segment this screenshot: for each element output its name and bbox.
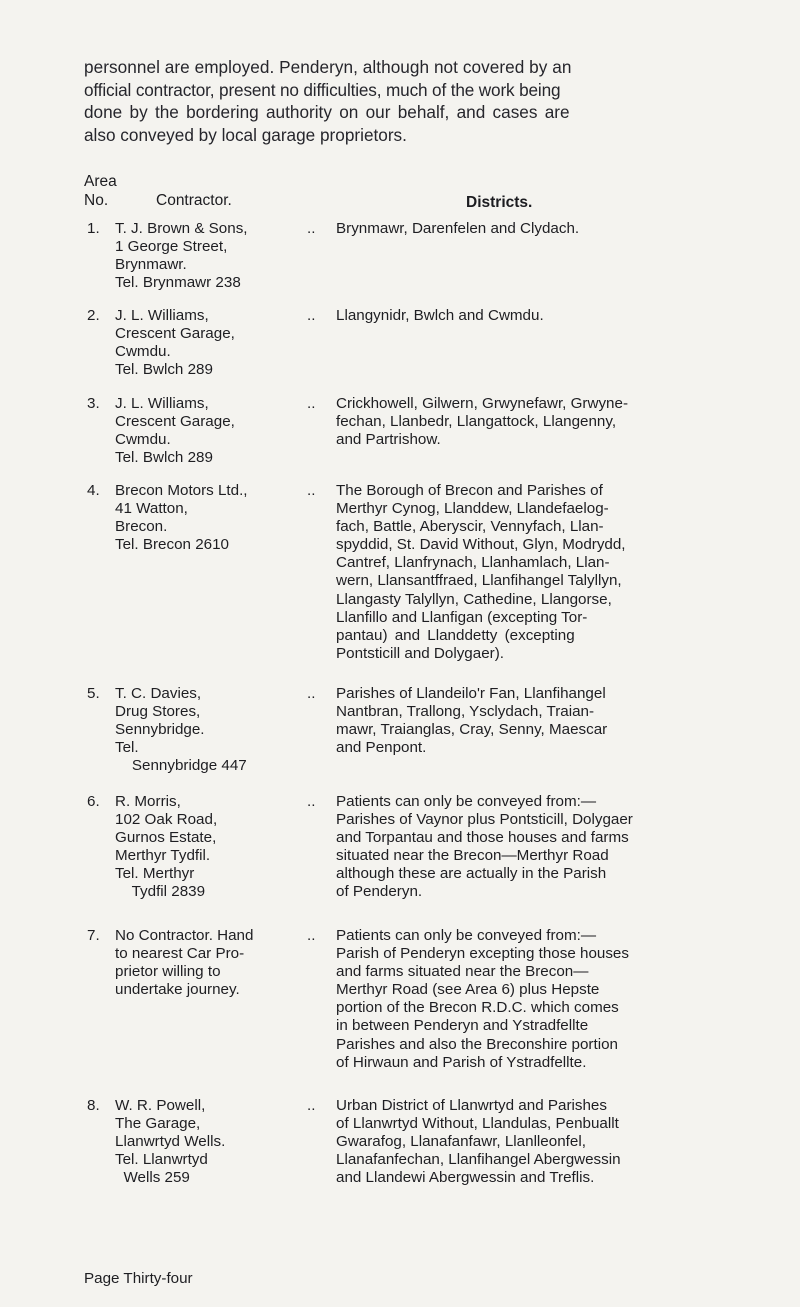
districts-cell	[336, 685, 776, 757]
leader-dots: ..	[307, 1097, 316, 1114]
districts-line: Gwarafog, Llanafanfawr, Llanlleonfel,	[336, 1133, 586, 1151]
districts-line: situated near the Brecon—Merthyr Road	[336, 847, 609, 865]
districts-line: Cantref, Llanfrynach, Llanhamlach, Llan-	[336, 554, 610, 572]
districts-line: Merthyr Road (see Area 6) plus Hepste	[336, 981, 600, 999]
districts-line: although these are actually in the Parish	[336, 865, 607, 883]
districts-line: fechan, Llanbedr, Llangattock, Llangenny,	[336, 413, 617, 431]
districts-line: Patients can only be conveyed from:—	[336, 793, 597, 810]
districts-line: Crickhowell, Gilwern, Grwynefawr, Grwyne-	[336, 395, 629, 412]
intro-line: personnel are employed. Penderyn, although not covered by an	[84, 57, 572, 77]
contractor-cell	[115, 1097, 300, 1187]
contractor-line: Tel. Llanwrtyd	[115, 1151, 208, 1169]
districts-line: and Llandewi Abergwessin and Treflis.	[336, 1169, 595, 1187]
districts-line: Patients can only be conveyed from:—	[336, 927, 597, 944]
contractor-line: undertake journey.	[115, 981, 240, 999]
intro-line: also conveyed by local garage proprietors.	[84, 124, 407, 145]
intro-paragraph	[84, 56, 764, 146]
contractor-line: Cwmdu.	[115, 343, 171, 361]
area-number: 5.	[87, 685, 100, 702]
districts-line: and Torpantau and those houses and farms	[336, 829, 629, 847]
header-area: Area	[84, 173, 117, 190]
contractor-line: T. J. Brown & Sons,	[115, 220, 248, 237]
contractor-line: J. L. Williams,	[115, 395, 209, 412]
districts-line: Llangasty Talyllyn, Cathedine, Llangorse,	[336, 590, 612, 608]
districts-line: Llangynidr, Bwlch and Cwmdu.	[336, 307, 544, 324]
districts-line: pantau) and Llanddetty (excepting	[336, 626, 575, 644]
contractor-line: Brecon Motors Ltd.,	[115, 482, 248, 499]
header-contractor: Contractor.	[156, 192, 232, 209]
districts-line: The Borough of Brecon and Parishes of	[336, 482, 603, 499]
contractor-line: Cwmdu.	[115, 431, 171, 449]
contractor-line: Crescent Garage,	[115, 413, 235, 431]
districts-line: Merthyr Cynog, Llanddew, Llandefaelog-	[336, 500, 609, 518]
districts-line: wern, Llansantffraed, Llanfihangel Talyllyn,	[336, 572, 622, 590]
contractor-line: prietor willing to	[115, 963, 221, 981]
page-footer: Page Thirty-four	[84, 1270, 193, 1287]
districts-line: and Partrishow.	[336, 431, 441, 449]
districts-line: Llanafanfechan, Llanfihangel Abergwessin	[336, 1151, 621, 1169]
leader-dots: ..	[307, 685, 316, 702]
contractor-line: R. Morris,	[115, 793, 181, 810]
area-number: 8.	[87, 1097, 100, 1114]
contractor-line: Tel. Merthyr	[115, 865, 195, 883]
districts-line: in between Penderyn and Ystradfellte	[336, 1017, 589, 1035]
area-number: 4.	[87, 482, 100, 499]
districts-line: Pontsticill and Dolygaer).	[336, 644, 504, 662]
contractor-line: Wells 259	[115, 1169, 190, 1187]
districts-line: Brynmawr, Darenfelen and Clydach.	[336, 220, 580, 237]
contractor-line: W. R. Powell,	[115, 1097, 206, 1114]
districts-line: and farms situated near the Brecon—	[336, 963, 589, 981]
contractor-line: 41 Watton,	[115, 500, 188, 518]
districts-line: of Llanwrtyd Without, Llandulas, Penbuallt	[336, 1115, 619, 1133]
intro-line: done by the bordering authority on our behalf, and cases are	[84, 102, 570, 122]
contractor-line: Tel.	[115, 739, 139, 757]
districts-line: portion of the Brecon R.D.C. which comes	[336, 999, 619, 1017]
contractor-line: J. L. Williams,	[115, 307, 209, 324]
intro-line: official contractor, present no difficulties, much of the work being	[84, 79, 561, 100]
leader-dots: ..	[307, 307, 316, 324]
leader-dots: ..	[307, 395, 316, 412]
area-number: 1.	[87, 220, 100, 237]
contractor-line: Sennybridge.	[115, 721, 205, 739]
districts-cell	[336, 927, 776, 1072]
contractor-line: Tel. Bwlch 289	[115, 449, 213, 467]
contractor-line: Drug Stores,	[115, 703, 201, 721]
header-no: No.	[84, 192, 109, 209]
contractor-cell	[115, 307, 300, 379]
districts-line: Parishes of Llandeilo'r Fan, Llanfihangel	[336, 685, 606, 702]
contractor-line: No Contractor. Hand	[115, 927, 254, 944]
districts-cell	[336, 1097, 776, 1187]
districts-line: Nantbran, Trallong, Ysclydach, Traian-	[336, 703, 595, 721]
districts-line: Urban District of Llanwrtyd and Parishes	[336, 1097, 607, 1114]
header-districts: Districts.	[466, 194, 533, 211]
contractor-line: Brynmawr.	[115, 256, 187, 274]
contractor-cell	[115, 793, 300, 902]
districts-cell	[336, 482, 776, 663]
contractor-line: 1 George Street,	[115, 238, 228, 256]
districts-line: Parish of Penderyn excepting those houses	[336, 945, 629, 963]
contractor-line: Tel. Brecon 2610	[115, 536, 229, 554]
contractor-cell	[115, 220, 300, 292]
contractor-cell	[115, 395, 300, 467]
contractor-line: 102 Oak Road,	[115, 811, 218, 829]
leader-dots: ..	[307, 482, 316, 499]
contractor-line: Sennybridge 447	[115, 757, 247, 775]
districts-cell	[336, 395, 776, 449]
districts-line: and Penpont.	[336, 739, 427, 757]
contractor-line: Tel. Bwlch 289	[115, 361, 213, 379]
area-number: 6.	[87, 793, 100, 810]
districts-line: Parishes and also the Breconshire portion	[336, 1035, 618, 1053]
leader-dots: ..	[307, 220, 316, 237]
contractor-line: Merthyr Tydfil.	[115, 847, 211, 865]
contractor-cell	[115, 685, 300, 775]
districts-cell	[336, 220, 776, 238]
area-number: 3.	[87, 395, 100, 412]
districts-line: Llanfillo and Llanfigan (excepting Tor-	[336, 608, 588, 626]
districts-cell	[336, 793, 776, 902]
contractor-line: to nearest Car Pro-	[115, 945, 245, 963]
contractor-line: Llanwrtyd Wells.	[115, 1133, 226, 1151]
contractor-line: The Garage,	[115, 1115, 201, 1133]
districts-line: Parishes of Vaynor plus Pontsticill, Dolygaer	[336, 811, 633, 829]
contractor-line: Tel. Brynmawr 238	[115, 274, 241, 292]
area-number: 7.	[87, 927, 100, 944]
contractor-line: Crescent Garage,	[115, 325, 235, 343]
contractor-line: Tydfil 2839	[115, 883, 206, 901]
districts-cell	[336, 307, 776, 325]
contractor-line: T. C. Davies,	[115, 685, 202, 702]
districts-line: of Penderyn.	[336, 883, 423, 901]
leader-dots: ..	[307, 793, 316, 810]
leader-dots: ..	[307, 927, 316, 944]
contractor-cell	[115, 482, 300, 554]
districts-line: mawr, Traianglas, Cray, Senny, Maescar	[336, 721, 608, 739]
contractor-line: Brecon.	[115, 518, 168, 536]
contractor-cell	[115, 927, 300, 999]
area-number: 2.	[87, 307, 100, 324]
contractor-line: Gurnos Estate,	[115, 829, 217, 847]
districts-line: fach, Battle, Aberyscir, Vennyfach, Llan-	[336, 518, 604, 536]
districts-line: spyddid, St. David Without, Glyn, Modrydd,	[336, 536, 626, 554]
districts-line: of Hirwaun and Parish of Ystradfellte.	[336, 1053, 587, 1071]
